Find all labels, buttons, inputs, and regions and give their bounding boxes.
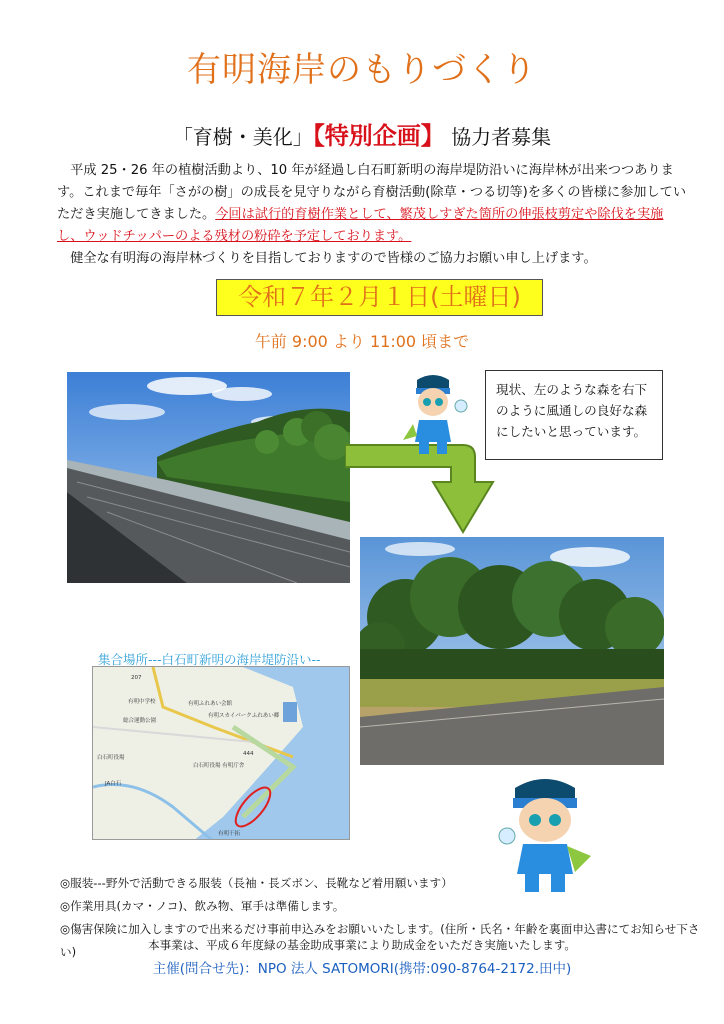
map-label: 有明スカイパークふれあい郷 bbox=[208, 713, 280, 719]
map-label: 有明干拓 bbox=[218, 831, 241, 837]
funding-note: 本事業は、平成６年度緑の基金助成事業により助成金をいただき実施いたします。 bbox=[147, 938, 577, 952]
location-map bbox=[92, 666, 350, 840]
page-title: 有明海岸のもりづくり bbox=[187, 50, 537, 90]
map-title: 集合場所---白石町新明の海岸堤防沿い-- bbox=[98, 652, 321, 667]
contact-info: 主催(問合せ先)：NPO 法人 SATOMORI(携帯:090-8764-2172.田中) bbox=[152, 961, 572, 977]
subtitle-part3: 協力者募集 bbox=[451, 125, 552, 149]
note-item: ◎服装---野外で活動できる服装（長袖・長ズボン、長靴など着用願います） bbox=[60, 876, 453, 890]
map-label: JA白石 bbox=[105, 781, 122, 787]
intro-plain: 平成 25・26 年の植樹活動より、10 年が経過し白石町新明の海岸堤防沿いに海岸林が出来つつあります。これまで毎年「さがの樹」の成長を見守りながら育樹活動(除草・つる切等)を多くの皆様に参加していただき実施してきました。 bbox=[57, 163, 687, 222]
target-forest-photo bbox=[360, 537, 664, 765]
map-label: 有明中学校 bbox=[128, 699, 156, 705]
event-time: 午前 9:00 より 11:00 頃まで bbox=[254, 332, 470, 351]
map-label: 207 bbox=[131, 675, 142, 681]
map-label: 有明ふれあい会館 bbox=[188, 701, 233, 707]
mascot-icon bbox=[403, 372, 473, 454]
intro-text bbox=[57, 160, 687, 270]
subtitle bbox=[0, 116, 724, 151]
event-date: 令和７年２月１日(土曜日) bbox=[216, 279, 543, 316]
map-label: 444 bbox=[243, 751, 254, 757]
intro-highlight: 今回は試行的育樹作業として、繁茂しすぎた箇所の伸張枝剪定や除伐を実施し、ウッドチッパーのよる残材の粉砕を予定しております。 bbox=[57, 207, 664, 244]
callout-box: 現状、左のような森を右下のように風通しの良好な森にしたいと思っています。 bbox=[485, 370, 663, 460]
current-forest-photo bbox=[67, 372, 350, 583]
subtitle-special: 【特別企画】 bbox=[312, 122, 445, 150]
map-label: 白石町役場 bbox=[97, 755, 125, 761]
intro-paragraph-2: 健全な有明海の海岸林づくりを目指しておりますので皆様のご協力お願い申し上げます。 bbox=[70, 251, 597, 266]
map-label: 白石町役場 有明庁舎 bbox=[193, 763, 245, 769]
subtitle-part1: 「育樹・美化」 bbox=[172, 125, 313, 149]
intro-paragraph-1 bbox=[57, 160, 687, 248]
note-item: ◎傷害保険に加入しますので出来るだけ事前申込みをお願いいたします。(住所・氏名・年齢を裏面申込書にてお知らせ下さい) bbox=[60, 922, 700, 959]
map-label: 総合運動公園 bbox=[123, 718, 157, 724]
note-item: ◎作業用具(カマ・ノコ)、飲み物、軍手は準備します。 bbox=[60, 899, 345, 913]
